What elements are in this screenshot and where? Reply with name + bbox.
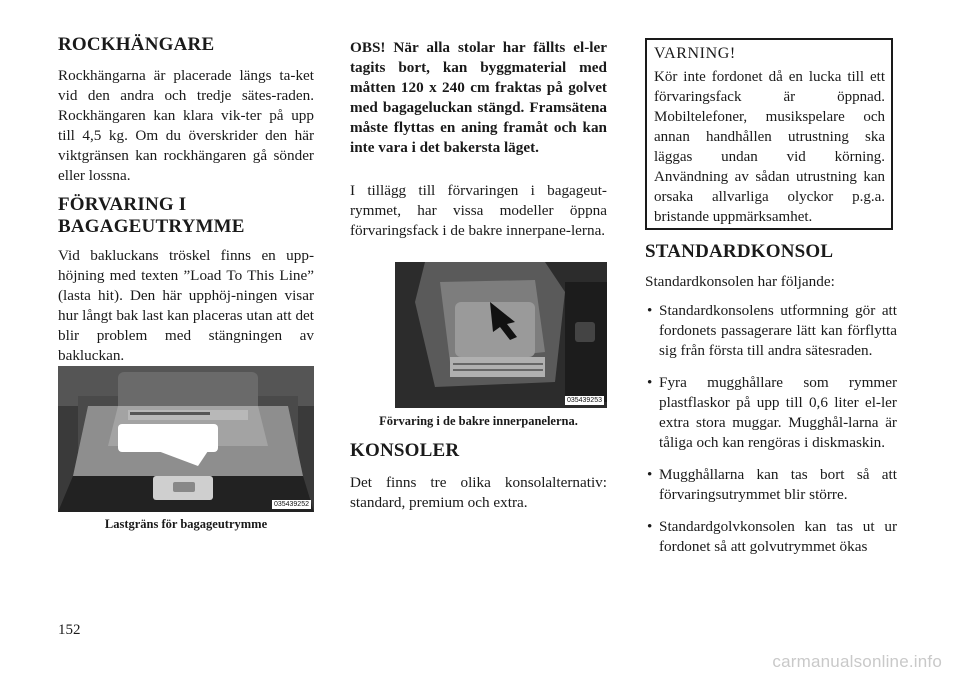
bullet-icon: • <box>647 302 653 319</box>
warning-text: Kör inte fordonet då en lucka till ett förvaringsfack är öppnad. Mobiltelefoner, musikspelare och annan handhållen utrustning ska läggas undan vid körning. Användning av sådan utrustning kan orsaka allvarliga olyckor p.g.a. bristande uppmärksamhet. <box>654 69 885 225</box>
inner-panel-illustration <box>395 262 607 408</box>
heading-standardkonsol: STANDARDKONSOL <box>645 241 834 262</box>
list-item: • Standardkonsolens utformning gör att fordonets passagerare lätt kan förflytta sig från första till andra sätesraden. <box>647 302 897 359</box>
note-obs: OBS! När alla stolar har fällts el-ler tagits bort, kan byggmaterial med måtten 120 x 240 cm fraktas på golvet med bagageluckan stängd. Framsätena måste flyttas en aning framåt och kan inte vara i det bakersta läget. <box>350 39 607 156</box>
list-item: • Standardgolvkonsolen kan tas ut ur fordonet så att golvutrymmet ökas <box>647 518 897 555</box>
bullet-icon: • <box>647 374 653 391</box>
image-code: 035439252 <box>273 501 309 508</box>
heading-forvaring-line1: FÖRVARING I <box>58 194 187 215</box>
paragraph-inner-panels: I tillägg till förvaringen i bagageut-rymmet, har vissa modeller öppna förvaringsfack i de bakre innerpane-lerna. <box>350 182 607 239</box>
cargo-area-photo <box>58 366 314 512</box>
heading-rockhangare: ROCKHÄNGARE <box>58 34 215 55</box>
paragraph-rockhangare: Rockhängarna är placerade längs ta-ket vid den andra och tredje sätes-raden. Rockhängaren kan klara vik-ter på upp till 4,5 kg. Om du överskrider den här viktgränsen kan rockhängaren gå sönder eller lossna. <box>58 67 314 184</box>
page-number: 152 <box>58 622 81 638</box>
feature-list <box>645 301 897 569</box>
cargo-area-illustration <box>58 366 314 512</box>
list-item: • Fyra mugghållare som rymmer plastflaskor på upp till 0,6 liter el-ler extra stora muggar. Mugghål-larna är tåliga och kan rengöras i diskmaskin. <box>647 374 897 451</box>
caption-inner-panels: Förvaring i de bakre innerpanelerna. <box>379 414 578 428</box>
heading-forvaring-line2: BAGAGEUTRYMME <box>58 216 245 237</box>
list-item: • Mugghållarna kan tas bort så att förvaringsutrymmet blir större. <box>647 466 897 503</box>
paragraph-load-line: Vid bakluckans tröskel finns en upp-höjning med texten ”Load To This Line” (lasta hit). Den här upphöj-ningen visar hur långt bak last kan placeras utan att det blir problem med stängningen av bakluckan. <box>58 247 314 364</box>
bullet-icon: • <box>647 518 653 535</box>
paragraph-standardkonsol-intro: Standardkonsolen har följande: <box>645 273 835 290</box>
heading-konsoler: KONSOLER <box>350 440 460 461</box>
inner-panel-photo <box>395 262 607 408</box>
bullet-icon: • <box>647 466 653 483</box>
warning-box <box>645 38 893 230</box>
watermark: carmanualsonline.info <box>772 652 942 671</box>
image-code: 035439253 <box>566 397 602 404</box>
caption-cargo: Lastgräns för bagageutrymme <box>104 517 268 531</box>
paragraph-konsoler: Det finns tre olika konsolalternativ: standard, premium och extra. <box>350 474 607 511</box>
warning-title: VARNING! <box>654 45 736 62</box>
